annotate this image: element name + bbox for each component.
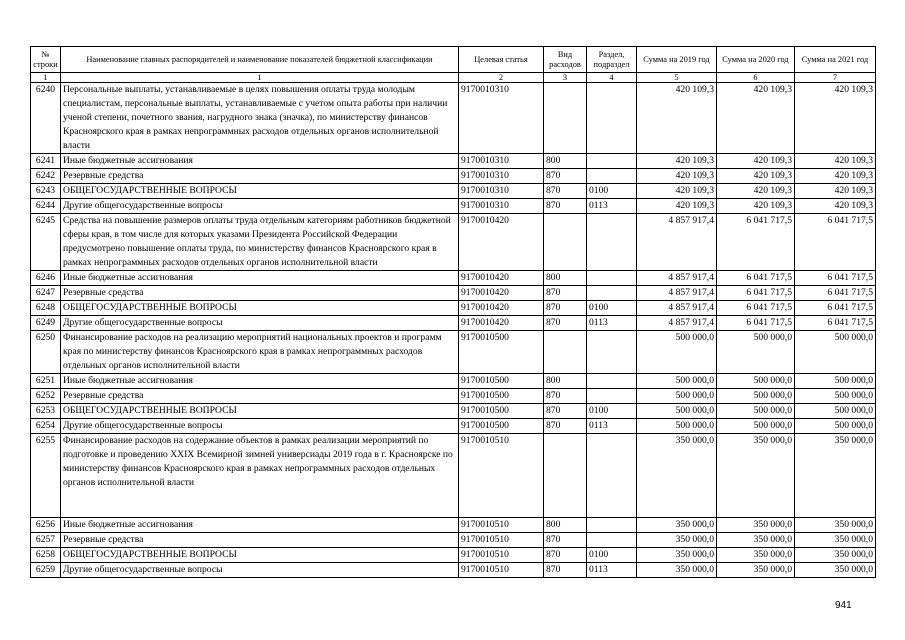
row-section bbox=[587, 214, 637, 271]
row-expense-type: 870 bbox=[544, 184, 587, 199]
column-number: 3 bbox=[544, 73, 587, 83]
row-expense-type: 870 bbox=[544, 199, 587, 214]
row-sum-2020: 350 000,0 bbox=[717, 563, 795, 578]
row-sum-2019: 500 000,0 bbox=[637, 389, 717, 404]
row-sum-2020: 6 041 717,5 bbox=[717, 214, 795, 271]
row-target-article: 9170010510 bbox=[459, 434, 544, 518]
table-body bbox=[31, 83, 876, 578]
row-expense-type bbox=[544, 83, 587, 154]
row-target-article: 9170010500 bbox=[459, 331, 544, 374]
row-target-article: 9170010310 bbox=[459, 83, 544, 154]
row-sum-2020: 350 000,0 bbox=[717, 518, 795, 533]
row-target-article: 9170010500 bbox=[459, 419, 544, 434]
row-expense-type: 800 bbox=[544, 271, 587, 286]
row-sum-2021: 500 000,0 bbox=[795, 419, 876, 434]
table-row bbox=[31, 518, 876, 533]
row-section bbox=[587, 169, 637, 184]
table-row bbox=[31, 199, 876, 214]
row-target-article: 9170010420 bbox=[459, 316, 544, 331]
row-sum-2020: 6 041 717,5 bbox=[717, 301, 795, 316]
table-row bbox=[31, 214, 876, 271]
row-sum-2020: 420 109,3 bbox=[717, 169, 795, 184]
header-name: Наименование главных распорядителей и наименование показателей бюджетной классификации bbox=[61, 47, 459, 73]
column-number-row bbox=[31, 73, 876, 83]
row-section bbox=[587, 154, 637, 169]
column-number: 1 bbox=[31, 73, 61, 83]
row-sum-2019: 350 000,0 bbox=[637, 533, 717, 548]
row-expense-type: 870 bbox=[544, 563, 587, 578]
row-sum-2019: 420 109,3 bbox=[637, 83, 717, 154]
row-expense-type bbox=[544, 434, 587, 518]
row-section: 0100 bbox=[587, 301, 637, 316]
row-sum-2020: 350 000,0 bbox=[717, 548, 795, 563]
row-target-article: 9170010500 bbox=[459, 374, 544, 389]
row-sum-2020: 500 000,0 bbox=[717, 331, 795, 374]
row-number: 6247 bbox=[31, 286, 61, 301]
table-row bbox=[31, 533, 876, 548]
row-sum-2021: 350 000,0 bbox=[795, 548, 876, 563]
row-section bbox=[587, 533, 637, 548]
header-expense-type: Вид расходов bbox=[544, 47, 587, 73]
row-number: 6245 bbox=[31, 214, 61, 271]
row-number: 6240 bbox=[31, 83, 61, 154]
row-number: 6244 bbox=[31, 199, 61, 214]
row-sum-2019: 500 000,0 bbox=[637, 404, 717, 419]
table-row bbox=[31, 563, 876, 578]
row-sum-2020: 6 041 717,5 bbox=[717, 316, 795, 331]
row-sum-2020: 350 000,0 bbox=[717, 533, 795, 548]
row-sum-2021: 6 041 717,5 bbox=[795, 286, 876, 301]
row-sum-2020: 6 041 717,5 bbox=[717, 271, 795, 286]
row-expense-type bbox=[544, 214, 587, 271]
row-sum-2021: 500 000,0 bbox=[795, 374, 876, 389]
row-target-article: 9170010510 bbox=[459, 548, 544, 563]
row-number: 6242 bbox=[31, 169, 61, 184]
row-name: ОБЩЕГОСУДАРСТВЕННЫЕ ВОПРОСЫ bbox=[61, 301, 459, 316]
row-number: 6243 bbox=[31, 184, 61, 199]
row-sum-2019: 4 857 917,4 bbox=[637, 286, 717, 301]
row-expense-type: 870 bbox=[544, 404, 587, 419]
table-row bbox=[31, 331, 876, 374]
row-sum-2021: 350 000,0 bbox=[795, 434, 876, 518]
row-expense-type: 800 bbox=[544, 154, 587, 169]
row-sum-2021: 350 000,0 bbox=[795, 533, 876, 548]
table-row bbox=[31, 404, 876, 419]
row-target-article: 9170010420 bbox=[459, 214, 544, 271]
row-expense-type: 800 bbox=[544, 518, 587, 533]
column-number: 6 bbox=[717, 73, 795, 83]
row-sum-2021: 6 041 717,5 bbox=[795, 214, 876, 271]
row-target-article: 9170010510 bbox=[459, 518, 544, 533]
row-sum-2020: 420 109,3 bbox=[717, 83, 795, 154]
row-name: Другие общегосударственные вопросы bbox=[61, 316, 459, 331]
header-sum-2020: Сумма на 2020 год bbox=[717, 47, 795, 73]
table-row bbox=[31, 389, 876, 404]
row-sum-2019: 350 000,0 bbox=[637, 548, 717, 563]
row-expense-type: 870 bbox=[544, 286, 587, 301]
row-name: ОБЩЕГОСУДАРСТВЕННЫЕ ВОПРОСЫ bbox=[61, 184, 459, 199]
row-sum-2021: 500 000,0 bbox=[795, 404, 876, 419]
row-number: 6257 bbox=[31, 533, 61, 548]
row-target-article: 9170010500 bbox=[459, 404, 544, 419]
row-name: Персональные выплаты, устанавливаемые в целях повышения оплаты труда молодым специалистам, персональные выплаты, устанавливаемые с учетом опыта работы при наличии ученой степени, почетного звания, нагрудного знака (значка), по министерству финансов Красноярского края в рамках непрограммных расходов отдельных органов исполнительной власти bbox=[61, 83, 459, 154]
row-sum-2019: 4 857 917,4 bbox=[637, 214, 717, 271]
budget-table bbox=[30, 46, 876, 578]
row-name: Финансирование расходов на реализацию мероприятий национальных проектов и программ края по министерству финансов Красноярского края в рамках непрограммных расходов отдельных органов исполнительной власти bbox=[61, 331, 459, 374]
row-section: 0113 bbox=[587, 199, 637, 214]
row-section bbox=[587, 374, 637, 389]
row-number: 6253 bbox=[31, 404, 61, 419]
row-sum-2019: 420 109,3 bbox=[637, 184, 717, 199]
row-sum-2019: 4 857 917,4 bbox=[637, 271, 717, 286]
table-row bbox=[31, 154, 876, 169]
row-expense-type: 870 bbox=[544, 419, 587, 434]
row-sum-2019: 500 000,0 bbox=[637, 331, 717, 374]
column-number: 5 bbox=[637, 73, 717, 83]
header-row-number: № строки bbox=[31, 47, 61, 73]
row-name: Резервные средства bbox=[61, 169, 459, 184]
row-sum-2021: 350 000,0 bbox=[795, 518, 876, 533]
row-section bbox=[587, 434, 637, 518]
row-number: 6256 bbox=[31, 518, 61, 533]
row-sum-2020: 500 000,0 bbox=[717, 389, 795, 404]
row-name: ОБЩЕГОСУДАРСТВЕННЫЕ ВОПРОСЫ bbox=[61, 404, 459, 419]
header-row bbox=[31, 47, 876, 73]
row-name: ОБЩЕГОСУДАРСТВЕННЫЕ ВОПРОСЫ bbox=[61, 548, 459, 563]
row-section bbox=[587, 286, 637, 301]
row-sum-2019: 4 857 917,4 bbox=[637, 301, 717, 316]
row-sum-2021: 500 000,0 bbox=[795, 331, 876, 374]
row-sum-2021: 350 000,0 bbox=[795, 563, 876, 578]
row-section bbox=[587, 389, 637, 404]
row-expense-type: 870 bbox=[544, 533, 587, 548]
row-number: 6250 bbox=[31, 331, 61, 374]
row-sum-2019: 350 000,0 bbox=[637, 518, 717, 533]
row-name: Финансирование расходов на содержание объектов в рамках реализации мероприятий по подготовке и проведению XXIX Всемирной зимней универсиады 2019 года в г. Красноярске по министерству финансов Красноярского края в рамках непрограммных расходов отдельных органов исполнительной власти bbox=[61, 434, 459, 518]
row-number: 6255 bbox=[31, 434, 61, 518]
row-section bbox=[587, 271, 637, 286]
row-sum-2019: 420 109,3 bbox=[637, 199, 717, 214]
row-sum-2021: 6 041 717,5 bbox=[795, 301, 876, 316]
row-section bbox=[587, 518, 637, 533]
table-row bbox=[31, 434, 876, 518]
row-sum-2019: 4 857 917,4 bbox=[637, 316, 717, 331]
column-number: 2 bbox=[459, 73, 544, 83]
row-name: Средства на повышение размеров оплаты труда отдельным категориям работников бюджетной сферы края, в том числе для которых указами Президента Российской Федерации предусмотрено повышение оплаты труда, по министерству финансов Красноярского края в рамках непрограммных расходов отдельных органов исполнительной власти bbox=[61, 214, 459, 271]
row-number: 6248 bbox=[31, 301, 61, 316]
row-sum-2021: 420 109,3 bbox=[795, 199, 876, 214]
row-sum-2019: 500 000,0 bbox=[637, 419, 717, 434]
table-row bbox=[31, 83, 876, 154]
column-number: 4 bbox=[587, 73, 637, 83]
row-number: 6252 bbox=[31, 389, 61, 404]
header-sum-2019: Сумма на 2019 год bbox=[637, 47, 717, 73]
table-row bbox=[31, 548, 876, 563]
row-target-article: 9170010510 bbox=[459, 563, 544, 578]
row-sum-2019: 350 000,0 bbox=[637, 563, 717, 578]
row-section: 0100 bbox=[587, 548, 637, 563]
row-expense-type: 870 bbox=[544, 389, 587, 404]
header-sum-2021: Сумма на 2021 год bbox=[795, 47, 876, 73]
row-section: 0113 bbox=[587, 419, 637, 434]
row-sum-2021: 420 109,3 bbox=[795, 169, 876, 184]
column-number: 7 bbox=[795, 73, 876, 83]
row-name: Резервные средства bbox=[61, 286, 459, 301]
table-row bbox=[31, 374, 876, 389]
row-sum-2019: 420 109,3 bbox=[637, 169, 717, 184]
row-section: 0113 bbox=[587, 316, 637, 331]
row-section: 0100 bbox=[587, 184, 637, 199]
row-name: Иные бюджетные ассигнования bbox=[61, 374, 459, 389]
row-section bbox=[587, 331, 637, 374]
row-name: Иные бюджетные ассигнования bbox=[61, 271, 459, 286]
row-target-article: 9170010420 bbox=[459, 271, 544, 286]
row-sum-2020: 420 109,3 bbox=[717, 184, 795, 199]
row-sum-2021: 420 109,3 bbox=[795, 154, 876, 169]
row-sum-2020: 500 000,0 bbox=[717, 404, 795, 419]
column-number: 1 bbox=[61, 73, 459, 83]
header-section: Раздел, подраздел bbox=[587, 47, 637, 73]
row-section bbox=[587, 83, 637, 154]
row-target-article: 9170010420 bbox=[459, 301, 544, 316]
row-number: 6251 bbox=[31, 374, 61, 389]
row-target-article: 9170010310 bbox=[459, 199, 544, 214]
row-name: Резервные средства bbox=[61, 533, 459, 548]
row-sum-2019: 500 000,0 bbox=[637, 374, 717, 389]
row-sum-2021: 6 041 717,5 bbox=[795, 271, 876, 286]
table-row bbox=[31, 301, 876, 316]
row-target-article: 9170010420 bbox=[459, 286, 544, 301]
table-row bbox=[31, 169, 876, 184]
row-number: 6241 bbox=[31, 154, 61, 169]
row-expense-type bbox=[544, 331, 587, 374]
row-number: 6246 bbox=[31, 271, 61, 286]
header-target-article: Целевая статья bbox=[459, 47, 544, 73]
row-section: 0113 bbox=[587, 563, 637, 578]
row-name: Другие общегосударственные вопросы bbox=[61, 419, 459, 434]
row-sum-2021: 420 109,3 bbox=[795, 83, 876, 154]
row-sum-2020: 500 000,0 bbox=[717, 374, 795, 389]
row-sum-2019: 350 000,0 bbox=[637, 434, 717, 518]
table-row bbox=[31, 286, 876, 301]
row-sum-2020: 420 109,3 bbox=[717, 199, 795, 214]
row-target-article: 9170010500 bbox=[459, 389, 544, 404]
row-name: Резервные средства bbox=[61, 389, 459, 404]
row-expense-type: 800 bbox=[544, 374, 587, 389]
row-expense-type: 870 bbox=[544, 316, 587, 331]
row-section: 0100 bbox=[587, 404, 637, 419]
row-target-article: 9170010310 bbox=[459, 154, 544, 169]
table-row bbox=[31, 316, 876, 331]
row-expense-type: 870 bbox=[544, 169, 587, 184]
row-sum-2021: 6 041 717,5 bbox=[795, 316, 876, 331]
row-sum-2020: 420 109,3 bbox=[717, 154, 795, 169]
row-sum-2020: 500 000,0 bbox=[717, 419, 795, 434]
table-row bbox=[31, 271, 876, 286]
row-sum-2021: 420 109,3 bbox=[795, 184, 876, 199]
row-sum-2020: 350 000,0 bbox=[717, 434, 795, 518]
row-number: 6259 bbox=[31, 563, 61, 578]
row-number: 6258 bbox=[31, 548, 61, 563]
row-sum-2021: 500 000,0 bbox=[795, 389, 876, 404]
row-target-article: 9170010310 bbox=[459, 169, 544, 184]
row-number: 6254 bbox=[31, 419, 61, 434]
row-number: 6249 bbox=[31, 316, 61, 331]
row-expense-type: 870 bbox=[544, 301, 587, 316]
row-target-article: 9170010310 bbox=[459, 184, 544, 199]
table-row bbox=[31, 419, 876, 434]
row-name: Иные бюджетные ассигнования bbox=[61, 154, 459, 169]
row-sum-2019: 420 109,3 bbox=[637, 154, 717, 169]
row-target-article: 9170010510 bbox=[459, 533, 544, 548]
table-row bbox=[31, 184, 876, 199]
page-number: 941 bbox=[835, 600, 852, 611]
row-name: Другие общегосударственные вопросы bbox=[61, 563, 459, 578]
row-expense-type: 870 bbox=[544, 548, 587, 563]
row-name: Иные бюджетные ассигнования bbox=[61, 518, 459, 533]
row-sum-2020: 6 041 717,5 bbox=[717, 286, 795, 301]
row-name: Другие общегосударственные вопросы bbox=[61, 199, 459, 214]
table-header bbox=[31, 47, 876, 83]
